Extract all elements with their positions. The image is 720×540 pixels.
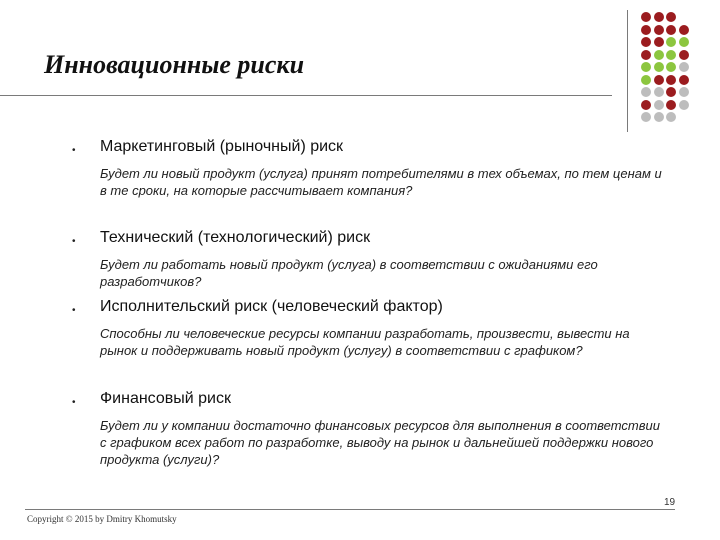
bullet-icon: • [72, 145, 76, 156]
copyright-notice: Copyright © 2015 by Dmitry Khomutsky [27, 514, 177, 524]
risk-description-financial: Будет ли у компании достаточно финансовых ресурсов для выполнения в соответствии с графиком всех работ по разработке, выводу на рынок и дальнейшей поддержки нового продукта (услуги)? [100, 418, 660, 467]
risk-description-technical: Будет ли работать новый продукт (услуга) в соответствии с ожиданиями его разработчиков? [100, 257, 598, 289]
footer-divider [25, 509, 675, 510]
bullet-icon: • [72, 397, 76, 408]
risk-description-execution: Способны ли человеческие ресурсы компании разработать, произвести, вывести на рынок и поддерживать новый продукт (услугу) в соответствии с графиком? [100, 326, 630, 358]
risk-heading-technical: Технический (технологический) риск [100, 229, 371, 246]
page-number: 19 [664, 497, 676, 508]
bullet-icon: • [72, 236, 76, 247]
bullet-icon: • [72, 305, 76, 316]
risk-heading-financial: Финансовый риск [100, 390, 231, 407]
slide-title: Инновационные риски [44, 50, 305, 79]
risk-description-marketing: Будет ли новый продукт (услуга) принят потребителями в тех объемах, по тем ценам и в те сроки, на которые рассчитывает компания? [100, 166, 662, 198]
risk-heading-execution: Исполнительский риск (человеческий фактор) [100, 298, 443, 315]
risk-heading-marketing: Маркетинговый (рыночный) риск [100, 138, 344, 155]
